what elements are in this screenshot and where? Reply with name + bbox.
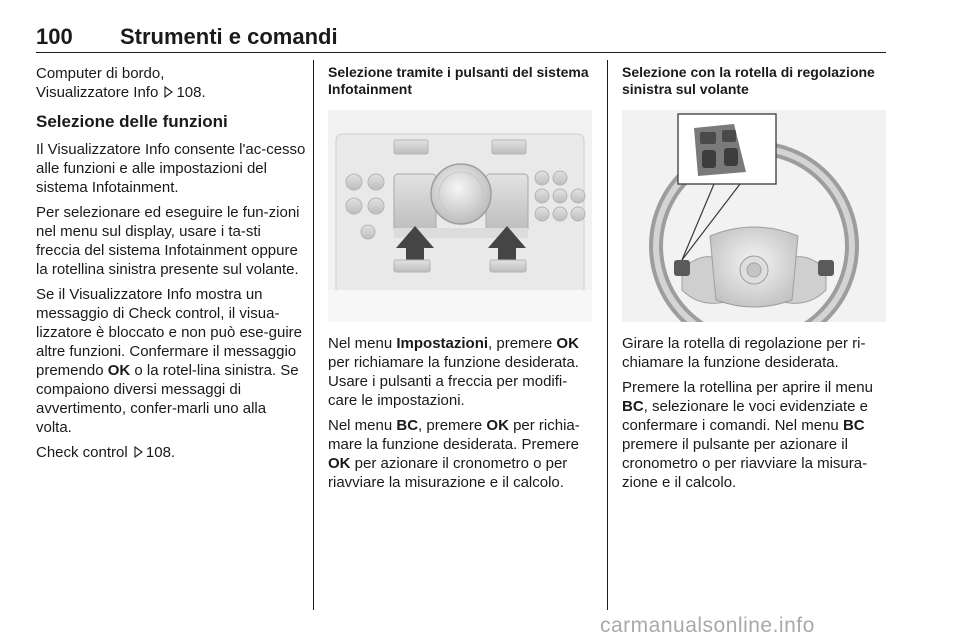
text-run: , selezionare le voci evidenziate e confermare i comandi. Nel menu	[622, 398, 868, 434]
column-3	[622, 64, 890, 104]
page-title: Strumenti e comandi	[120, 24, 338, 49]
subsection-title-steering: Selezione con la rotella di regolazione sinistra sul volante	[622, 64, 875, 97]
paragraph-2: Per selezionare ed eseguire le fun-zioni nel menu sul display, usare i ta-sti freccia del sistema Infotainment oppure la rotellina sinistra presente sul volante.	[36, 204, 300, 278]
bc-keyword: BC	[622, 398, 644, 415]
reference-arrow-icon	[164, 86, 173, 98]
ok-keyword: OK	[328, 455, 351, 472]
intro-line-1: Computer di bordo,	[36, 65, 165, 82]
paragraph-impostazioni	[328, 334, 592, 410]
column-2-body	[328, 334, 592, 498]
text-run: premere il pulsante per azionare il cronometro o per riavviare la misura-zione e il calcolo.	[622, 436, 868, 491]
text-run: per azionare il cronometro o per riavviare la misurazione e il calcolo.	[328, 455, 568, 491]
reference-arrow-icon	[134, 446, 143, 458]
text-run: Nel menu	[328, 417, 397, 434]
intro-line-2: Visualizzatore Info	[36, 84, 159, 101]
infotainment-panel-illustration	[328, 110, 592, 322]
page-number: 100	[36, 24, 73, 49]
watermark: carmanualsonline.info	[600, 614, 815, 637]
bc-keyword: BC	[396, 417, 419, 434]
text-run: Premere la rotellina per aprire il menu	[622, 379, 873, 396]
check-ref-page: 108.	[145, 444, 176, 461]
ok-keyword: OK	[107, 362, 131, 379]
column-divider-right	[607, 60, 608, 610]
ok-keyword: OK	[556, 335, 579, 352]
subsection-title-infotainment: Selezione tramite i pulsanti del sistema Infotainment	[328, 64, 589, 97]
intro-ref-page: 108.	[176, 84, 206, 101]
paragraph-bc-menu	[622, 378, 890, 492]
text-run: , premere	[418, 417, 487, 434]
intro-paragraph	[36, 64, 306, 102]
section-title: Selezione delle funzioni	[36, 112, 228, 131]
text-run: Nel menu	[328, 335, 397, 352]
paragraph-1: Il Visualizzatore Info consente l'ac-cesso alle funzioni e alle impostazioni del sistema Infotainment.	[36, 141, 306, 196]
impostazioni-keyword: Impostazioni	[396, 335, 489, 352]
text-run: , premere	[488, 335, 557, 352]
paragraph-rotella: Girare la rotella di regolazione per ri-chiamare la funzione desiderata.	[622, 335, 866, 371]
column-1	[36, 64, 306, 468]
page-header	[36, 22, 886, 53]
ok-keyword: OK	[486, 417, 509, 434]
column-divider-left	[313, 60, 314, 610]
text-run: per richiamare la funzione desiderata. Usare i pulsanti a freccia per modifi-care le impostazioni.	[328, 354, 579, 409]
check-control-text: Check control	[36, 444, 128, 461]
text-run: per richia-mare la funzione desiderata. Premere	[328, 417, 580, 453]
check-control-ref	[36, 443, 306, 462]
text-run: o la rotel-lina sinistra. Se compaiono diversi messaggi di avvertimento, confer-marli uno alla volta.	[36, 362, 299, 436]
paragraph-3	[36, 285, 306, 437]
column-2	[328, 64, 592, 104]
bc-keyword: BC	[842, 417, 865, 434]
column-3-body	[622, 334, 890, 498]
steering-wheel-illustration	[622, 110, 886, 322]
paragraph-bc	[328, 416, 592, 492]
text-run: Se il Visualizzatore Info mostra un messaggio di Check control, il visua-lizzatore è bloccato e non può ese-guire altre funzioni. Confermare il messaggio premendo	[36, 286, 303, 379]
